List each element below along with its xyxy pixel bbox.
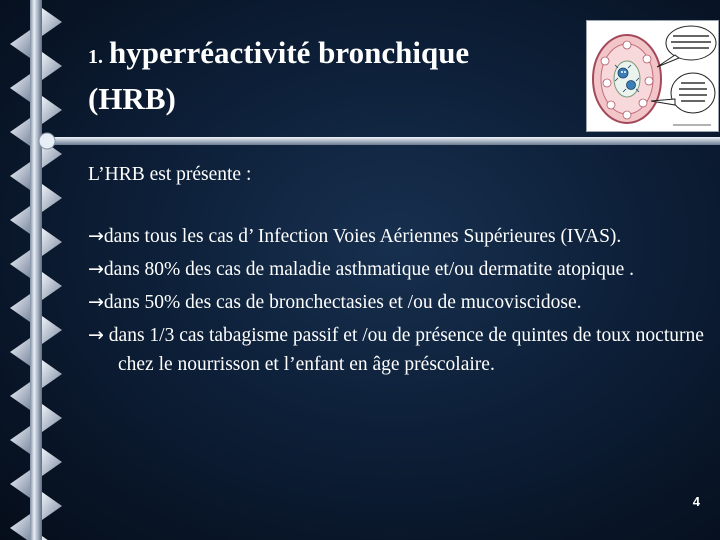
bullet-text-3: dans 50% des cas de bronchectasies et /ou de mucoviscidose. xyxy=(103,292,582,313)
intro-text: L’HRB est présente : xyxy=(88,164,252,185)
bullet-item-4 xyxy=(88,321,713,379)
bar-notch-right xyxy=(42,228,62,256)
bar-notch-right xyxy=(42,52,62,80)
bar-notch-left xyxy=(10,382,30,410)
slide-title xyxy=(88,32,568,120)
bar-notch-left xyxy=(10,162,30,190)
title-line-1: hyperréactivité bronchique xyxy=(109,35,470,70)
bar-notch-left xyxy=(10,30,30,58)
left-decorative-bar xyxy=(0,0,80,540)
slide-body xyxy=(88,160,713,383)
title-line-2: (HRB) xyxy=(88,81,176,116)
bar-notch-left xyxy=(10,250,30,278)
bar-notch-right xyxy=(42,8,62,36)
bar-notch-right xyxy=(42,184,62,212)
bar-notch-right xyxy=(42,360,62,388)
bullet-text-1: dans tous les cas d’ Infection Voies Aériennes Supérieures (IVAS). xyxy=(103,226,622,247)
arrow-icon: → xyxy=(88,291,104,313)
title-divider xyxy=(38,132,720,150)
arrow-icon: → xyxy=(88,324,104,346)
bronchus-cartoon-image xyxy=(586,20,719,132)
bar-notch-right xyxy=(42,272,62,300)
bar-notch-left xyxy=(10,338,30,366)
bar-notch-right xyxy=(42,96,62,124)
arrow-icon: → xyxy=(88,225,104,247)
bar-notch-left xyxy=(10,470,30,498)
page-number: 4 xyxy=(692,494,700,509)
bar-notch-right xyxy=(42,492,62,520)
bar-notch-left xyxy=(10,514,30,540)
bullet-text-2: dans 80% des cas de maladie asthmatique et/ou dermatite atopique . xyxy=(103,259,635,280)
bar-notch-left xyxy=(10,426,30,454)
bar-notch-left xyxy=(10,74,30,102)
arrow-icon: → xyxy=(88,258,104,280)
bullet-item-3 xyxy=(88,288,713,317)
bar-notch-left xyxy=(10,118,30,146)
bar-notch-right xyxy=(42,448,62,476)
bar-notch-right xyxy=(42,316,62,344)
bar-notch-right xyxy=(42,536,62,540)
bar-notch-right xyxy=(42,404,62,432)
bar-notch-left xyxy=(10,206,30,234)
title-number: 1. xyxy=(88,46,103,68)
bullet-item-1 xyxy=(88,222,713,251)
bullet-item-2 xyxy=(88,255,713,284)
bar-notch-left xyxy=(10,294,30,322)
bullet-text-4: dans 1/3 cas tabagisme passif et /ou de présence de quintes de toux nocturne chez le nourrisson et l’enfant en âge préscolaire. xyxy=(103,325,704,375)
